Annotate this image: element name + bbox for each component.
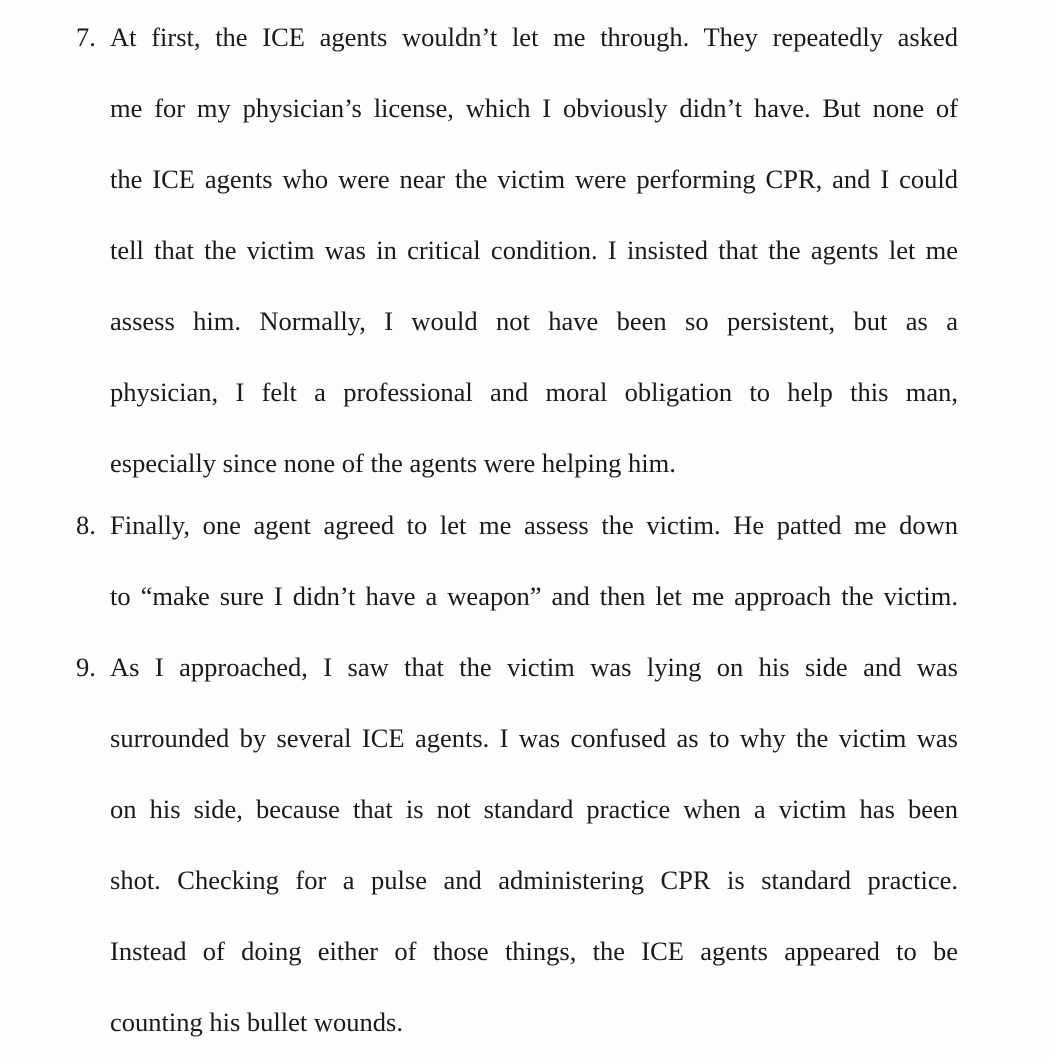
paragraph-line: At first, the ICE agents wouldn’t let me through. They repeatedly asked <box>110 22 958 52</box>
paragraph-line: Finally, one agent agreed to let me assess the victim. He patted me down <box>110 510 958 540</box>
paragraph-number: 9. <box>76 652 96 682</box>
paragraph-line: shot. Checking for a pulse and administering CPR is standard practice. <box>110 865 958 895</box>
paragraph-line: surrounded by several ICE agents. I was confused as to why the victim was <box>110 723 958 753</box>
paragraph-line: on his side, because that is not standard practice when a victim has been <box>110 794 958 824</box>
paragraph-line: me for my physician’s license, which I obviously didn’t have. But none of <box>110 93 958 123</box>
paragraph-number: 7. <box>76 22 96 52</box>
paragraph-line: assess him. Normally, I would not have been so persistent, but as a <box>110 306 958 336</box>
paragraph-line: As I approached, I saw that the victim was lying on his side and was <box>110 652 958 682</box>
paragraph-line: counting his bullet wounds. <box>110 1007 403 1037</box>
paragraph-number: 8. <box>76 510 96 540</box>
paragraph-line: to “make sure I didn’t have a weapon” and then let me approach the victim. <box>110 581 958 611</box>
paragraph-line: physician, I felt a professional and moral obligation to help this man, <box>110 377 958 407</box>
paragraph-line: Instead of doing either of those things, the ICE agents appeared to be <box>110 936 958 966</box>
paragraph-line: tell that the victim was in critical condition. I insisted that the agents let me <box>110 235 958 265</box>
paragraph-line: the ICE agents who were near the victim were performing CPR, and I could <box>110 164 958 194</box>
paragraph-line: especially since none of the agents were helping him. <box>110 448 676 478</box>
